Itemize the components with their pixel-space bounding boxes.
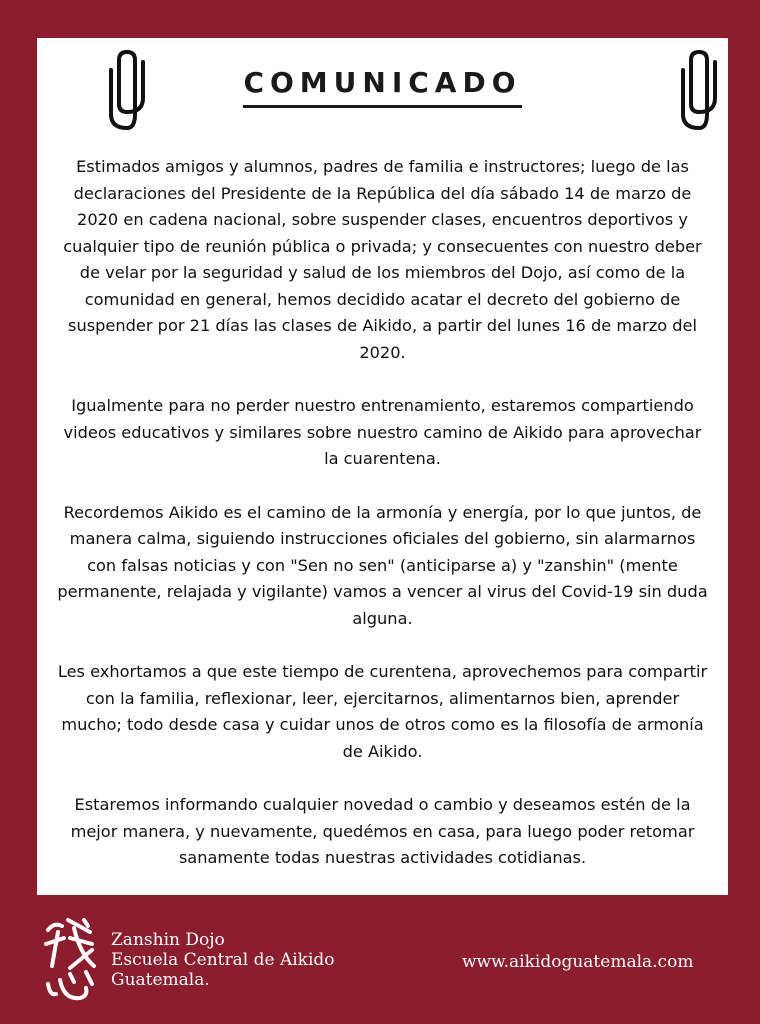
country: Guatemala. (111, 970, 210, 990)
dojo-name: Zanshin Dojo (111, 930, 225, 950)
paragraph: Igualmente para no perder nuestro entrenamiento, estaremos compartiendo videos educativos y similares sobre nuestro camino de Aikido para aprovechar la cuarentena. (63, 396, 702, 468)
paragraph: Recordemos Aikido es el camino de la armonía y energía, por lo que juntos, de manera calma, siguiendo instrucciones oficiales del gobierno, sin alarmarnos con falsas noticias y con "Sen no sen" (anticiparse a) y "zanshin" (mente permanente, relajada y vigilante) vamos a vencer al virus del Covid-19 sin duda alguna. (57, 502, 708, 628)
school-name: Escuela Central de Aikido (111, 950, 335, 970)
notice-body (55, 154, 710, 899)
paragraph: Estimados amigos y alumnos, padres de familia e instructores; luego de las declaraciones del Presidente de la República del día sábado 14 de marzo de 2020 en cadena nacional, sobre suspender clases, encuentros deportivos y cualquier tipo de reunión pública o privada; y consecuentes con nuestro deber de velar por la seguridad y salud de los miembros del Dojo, así como de la comunidad en general, hemos decidido acatar el decreto del gobierno de suspender por 21 días las clases de Aikido, a partir del lunes 16 de marzo del 2020. (63, 157, 702, 362)
paragraph: Les exhortamos a que este tiempo de curentena, aprovechemos para compartir con la familia, reflexionar, leer, ejercitarnos, alimentarnos bien, aprender mucho; todo desde casa y cuidar unos de otros como es la filosofía de armonía de Aikido. (57, 662, 708, 761)
zanshin-logo-icon (40, 914, 98, 1008)
notice-card (37, 38, 728, 895)
page-title-wrap (37, 66, 728, 108)
page-title: COMUNICADO (243, 66, 521, 108)
website-link[interactable]: www.aikidoguatemala.com (462, 952, 694, 972)
dojo-info (111, 930, 335, 990)
paragraph: Estaremos informando cualquier novedad o cambio y deseamos estén de la mejor manera, y nuevamente, quedémos en casa, para luego poder retomar sanamente todas nuestras actividades cotidianas. (70, 795, 695, 867)
